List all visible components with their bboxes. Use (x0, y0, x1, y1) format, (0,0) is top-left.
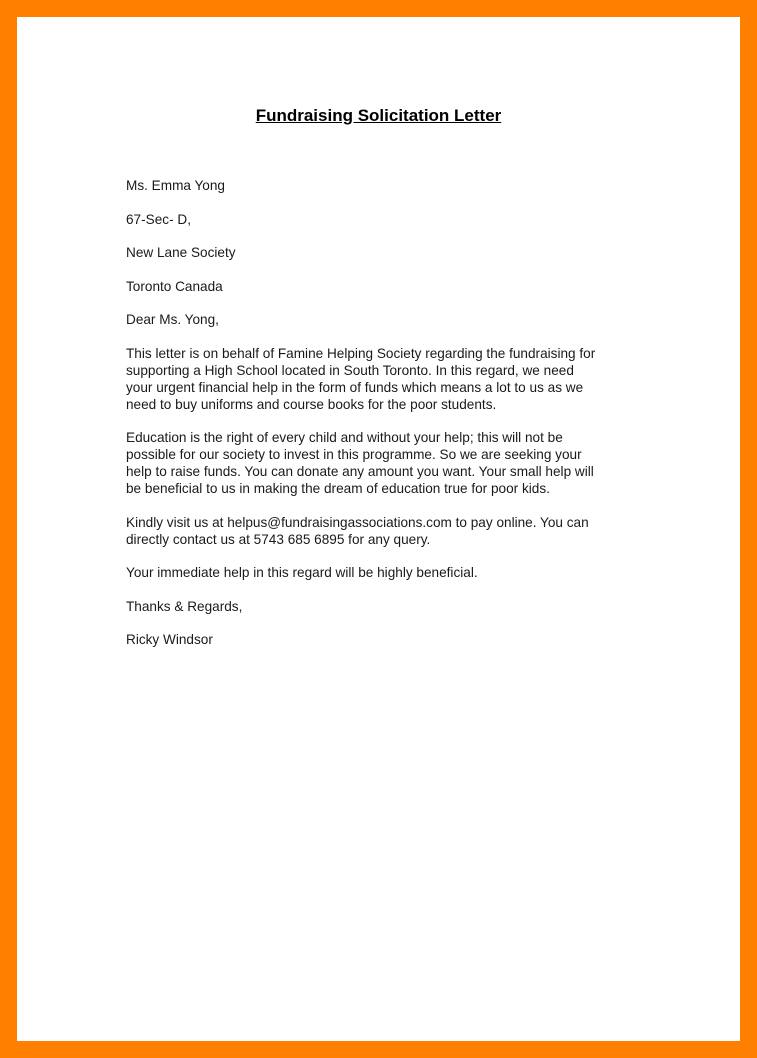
address-line-1: 67-Sec- D, (126, 211, 191, 227)
paragraph-1: This letter is on behalf of Famine Helping Society regarding the fundraising for supporting a High School located in South Toronto. In this regard, we need your urgent financial help in the form of funds which means a lot to us as we need to buy uniforms and course books for the poor students. (126, 345, 596, 412)
paragraph-3: Kindly visit us at helpus@fundraisingassociations.com to pay online. You can directly contact us at 5743 685 6895 for any query. (126, 514, 589, 547)
letter-title: Fundraising Solicitation Letter (255, 106, 502, 125)
signature-name: Ricky Windsor (126, 632, 213, 647)
closing: Thanks & Regards, (126, 598, 243, 614)
salutation: Dear Ms. Yong, (126, 312, 219, 327)
address-line-3: Toronto Canada (126, 278, 223, 294)
recipient-name: Ms. Emma Yong (126, 178, 225, 193)
letter-body (126, 177, 636, 665)
paragraph-2: Education is the right of every child and without your help; this will not be possible for our society to invest in this programme. So we are seeking your help to raise funds. You can donate any amount you want. Your small help will be beneficial to us in making the dream of education true for poor kids. (126, 430, 594, 496)
paragraph-4: Your immediate help in this regard will be highly beneficial. (126, 565, 478, 580)
address-line-2: New Lane Society (126, 245, 236, 260)
